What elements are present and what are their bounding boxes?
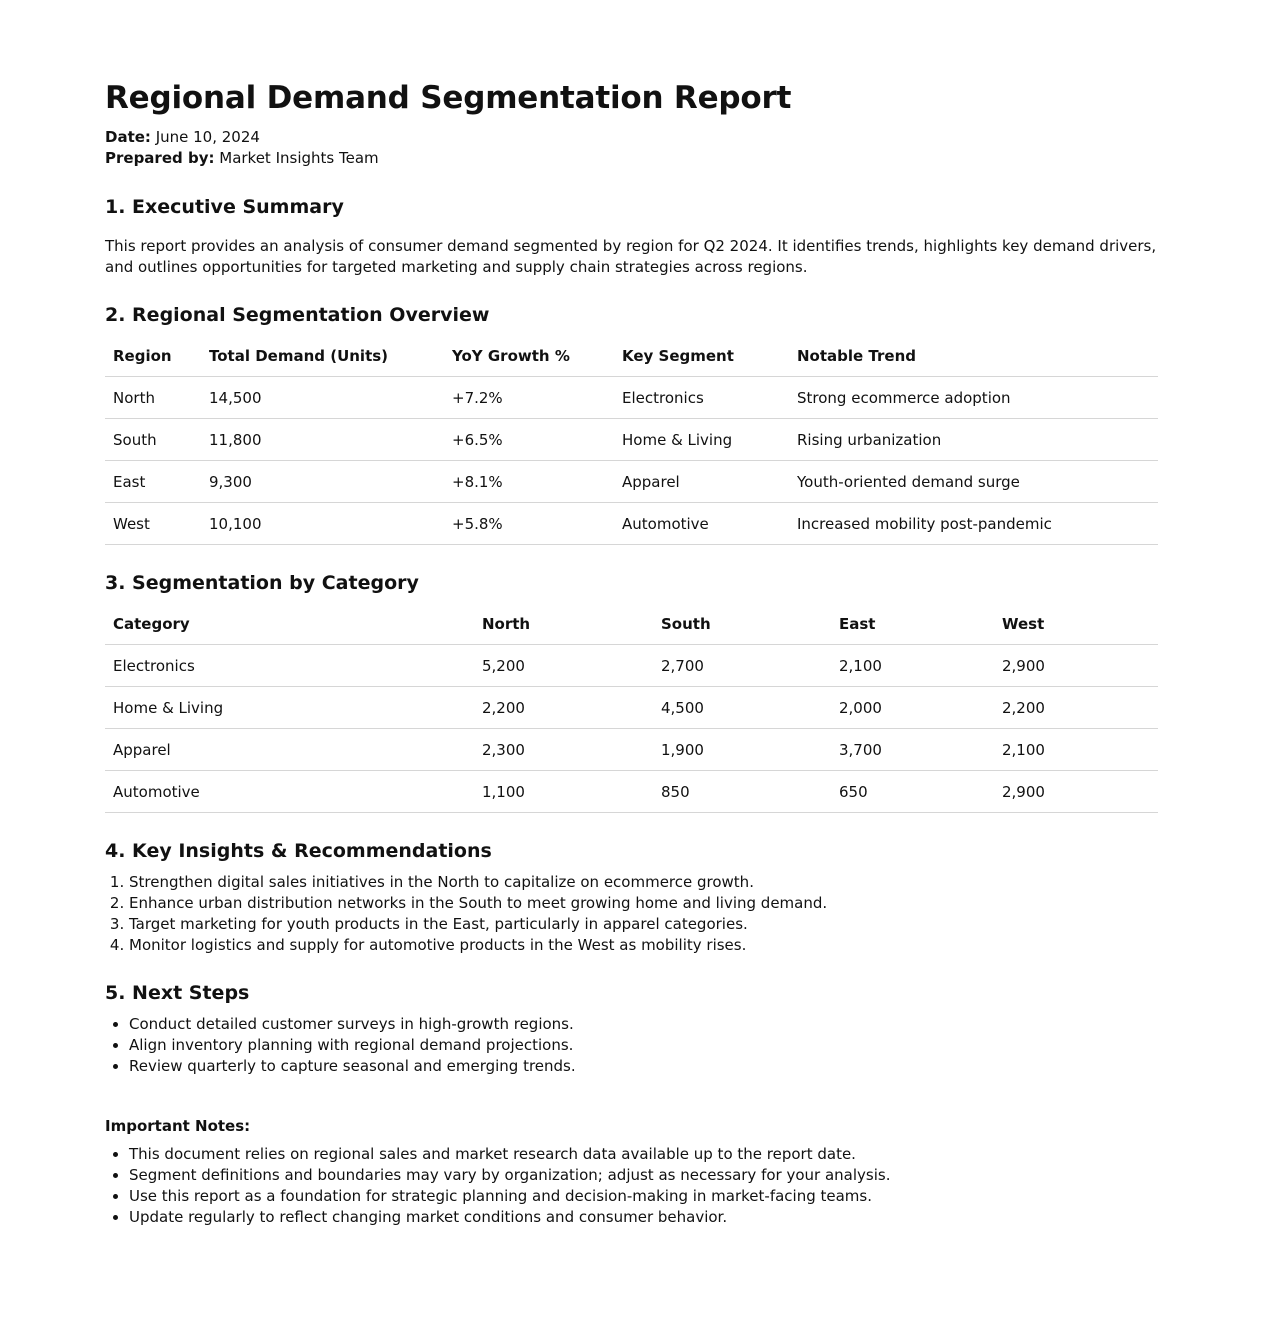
table-cell: 1,900	[653, 729, 831, 771]
list-item: • This document relies on regional sales and market research data available up to the report date.	[129, 1144, 890, 1165]
table-cell: Increased mobility post-pandemic	[789, 503, 1158, 545]
column-header: Notable Trend	[789, 335, 1158, 377]
table-cell: 5,200	[474, 645, 653, 687]
list-item: • Use this report as a foundation for strategic planning and decision-making in market-facing teams.	[129, 1186, 890, 1207]
insights-heading: 4. Key Insights & Recommendations	[105, 840, 492, 862]
table-cell: Apparel	[105, 729, 474, 771]
notes-list	[105, 1144, 890, 1228]
table-cell: +5.8%	[444, 503, 614, 545]
column-header: West	[994, 603, 1158, 645]
table-header-row	[105, 603, 1158, 645]
list-item: • Review quarterly to capture seasonal and emerging trends.	[129, 1056, 576, 1077]
table-cell: Youth-oriented demand surge	[789, 461, 1158, 503]
date-value: June 10, 2024	[155, 128, 260, 146]
table-row	[105, 771, 1158, 813]
report-author	[105, 148, 379, 169]
column-header: East	[831, 603, 994, 645]
table-row	[105, 377, 1158, 419]
table-cell: 9,300	[201, 461, 444, 503]
regional-overview-table	[105, 335, 1158, 545]
table-row	[105, 503, 1158, 545]
category-heading: 3. Segmentation by Category	[105, 572, 419, 594]
table-cell: Strong ecommerce adoption	[789, 377, 1158, 419]
list-item: 3. Target marketing for youth products in the East, particularly in apparel categories.	[129, 914, 827, 935]
table-cell: +8.1%	[444, 461, 614, 503]
table-cell: Automotive	[105, 771, 474, 813]
table-cell: 2,900	[994, 771, 1158, 813]
table-cell: West	[105, 503, 201, 545]
table-cell: South	[105, 419, 201, 461]
table-row	[105, 419, 1158, 461]
table-cell: 2,000	[831, 687, 994, 729]
report-date	[105, 127, 260, 148]
table-cell: 650	[831, 771, 994, 813]
insights-list	[105, 872, 827, 956]
table-cell: Electronics	[105, 645, 474, 687]
table-cell: 3,700	[831, 729, 994, 771]
date-label: Date:	[105, 128, 151, 146]
column-header: South	[653, 603, 831, 645]
category-table	[105, 603, 1158, 813]
next-steps-list	[105, 1014, 576, 1077]
regional-overview-heading: 2. Regional Segmentation Overview	[105, 304, 490, 326]
table-cell: 4,500	[653, 687, 831, 729]
table-cell: 2,100	[831, 645, 994, 687]
table-cell: East	[105, 461, 201, 503]
table-cell: 2,100	[994, 729, 1158, 771]
prepared-value: Market Insights Team	[219, 149, 379, 167]
list-item: 2. Enhance urban distribution networks in the South to meet growing home and living demand.	[129, 893, 827, 914]
table-header-row	[105, 335, 1158, 377]
table-cell: 2,200	[994, 687, 1158, 729]
table-cell: 10,100	[201, 503, 444, 545]
notes-title: Important Notes:	[105, 1117, 251, 1135]
column-header: Category	[105, 603, 474, 645]
prepared-label: Prepared by:	[105, 149, 215, 167]
table-cell: 2,700	[653, 645, 831, 687]
list-item: • Update regularly to reflect changing market conditions and consumer behavior.	[129, 1207, 890, 1228]
table-cell: 11,800	[201, 419, 444, 461]
table-cell: 1,100	[474, 771, 653, 813]
column-header: YoY Growth %	[444, 335, 614, 377]
table-row	[105, 729, 1158, 771]
column-header: Total Demand (Units)	[201, 335, 444, 377]
table-cell: 14,500	[201, 377, 444, 419]
table-cell: Automotive	[614, 503, 789, 545]
table-cell: Electronics	[614, 377, 789, 419]
table-cell: 2,900	[994, 645, 1158, 687]
table-cell: Home & Living	[614, 419, 789, 461]
executive-summary-heading: 1. Executive Summary	[105, 196, 344, 218]
table-row	[105, 645, 1158, 687]
table-cell: North	[105, 377, 201, 419]
column-header: Region	[105, 335, 201, 377]
table-row	[105, 687, 1158, 729]
table-cell: Apparel	[614, 461, 789, 503]
list-item: • Conduct detailed customer surveys in high-growth regions.	[129, 1014, 576, 1035]
executive-summary-text: This report provides an analysis of consumer demand segmented by region for Q2 2024. It identifies trends, highlights key demand drivers, and outlines opportunities for targeted marketing and supply chain strategies across regions.	[105, 237, 1157, 276]
table-cell: 850	[653, 771, 831, 813]
page-title: Regional Demand Segmentation Report	[105, 80, 792, 116]
table-cell: Home & Living	[105, 687, 474, 729]
table-cell: +7.2%	[444, 377, 614, 419]
list-item: • Align inventory planning with regional demand projections.	[129, 1035, 576, 1056]
list-item: 1. Strengthen digital sales initiatives in the North to capitalize on ecommerce growth.	[129, 872, 827, 893]
list-item: • Segment definitions and boundaries may vary by organization; adjust as necessary for your analysis.	[129, 1165, 890, 1186]
list-item: 4. Monitor logistics and supply for automotive products in the West as mobility rises.	[129, 935, 827, 956]
column-header: North	[474, 603, 653, 645]
column-header: Key Segment	[614, 335, 789, 377]
table-cell: +6.5%	[444, 419, 614, 461]
table-cell: Rising urbanization	[789, 419, 1158, 461]
table-row	[105, 461, 1158, 503]
next-steps-heading: 5. Next Steps	[105, 982, 250, 1004]
table-cell: 2,200	[474, 687, 653, 729]
table-cell: 2,300	[474, 729, 653, 771]
